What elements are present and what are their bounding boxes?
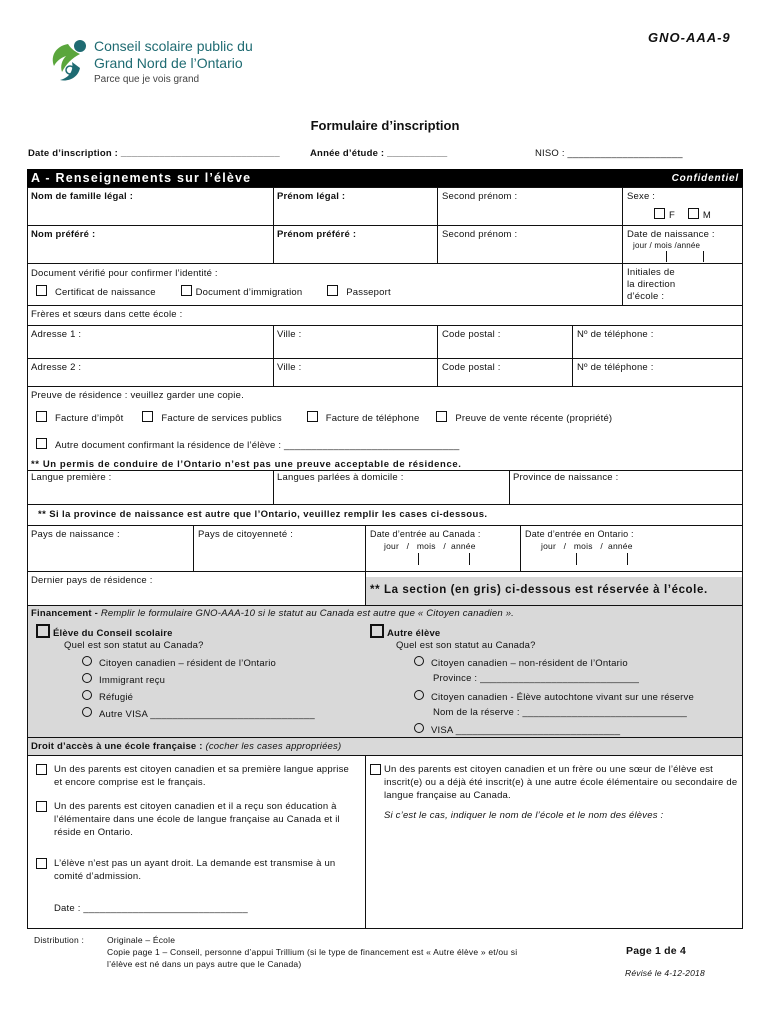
birth-province-label: Province de naissance : (513, 472, 619, 483)
legal-first-name-label: Prénom légal : (277, 191, 346, 202)
rights-r2-text: Si c’est le cas, indiquer le nom de l’école et le nom des élèves : (384, 810, 664, 821)
outside-ontario-note: ** Si la province de naissance est autre que l’Ontario, veuillez remplir les cases ci-dessous. (38, 509, 488, 520)
rights-l3-checkbox[interactable] (36, 858, 47, 869)
identity-label: Document vérifié pour confirmer l’identité : (31, 268, 218, 279)
rights-l2-checkbox[interactable] (36, 801, 47, 812)
other-residence-doc (36, 438, 460, 451)
funding-instruction: Remplir le formulaire GNO-AAA-10 si le statut au Canada est autre que « Citoyen canadien ». (100, 608, 515, 619)
postal2-label: Code postal : (442, 362, 501, 373)
rights-header (31, 741, 341, 752)
birth-certificate-label: Certificat de naissance (55, 287, 156, 298)
reserve-name-field[interactable]: Nom de la réserve : ______________________________ (433, 707, 688, 718)
logo-icon (46, 36, 90, 84)
other-doc-label: Autre document confirmant la résidence de l’élève : ________________________________ (55, 440, 460, 451)
entry-ontario-label: Date d’entrée en Ontario : (525, 529, 634, 539)
board-student-label: Élève du Conseil scolaire (53, 628, 173, 639)
section-a-header (27, 169, 743, 187)
city2-label: Ville : (277, 362, 302, 373)
footer-line1: Originale – École (107, 935, 176, 945)
radio-canadian-resident[interactable] (82, 656, 92, 666)
rights-left-2 (36, 800, 358, 839)
logo-tagline: Parce que je vois grand (94, 74, 200, 85)
phone-bill-label: Facture de téléphone (325, 413, 420, 424)
phone-bill-checkbox[interactable] (307, 411, 318, 422)
radio-immigrant[interactable] (82, 673, 92, 683)
right-opt-3-label: VISA ______________________________ (431, 725, 621, 736)
postal1-label: Code postal : (442, 329, 501, 340)
siblings-label: Frères et sœurs dans cette école : (31, 309, 183, 320)
sex-m-label: M (702, 210, 711, 221)
phone2-label: Nº de téléphone : (577, 362, 654, 373)
birth-certificate-checkbox[interactable] (36, 285, 47, 296)
immigration-doc-checkbox[interactable] (181, 285, 192, 296)
page-number: Page 1 de 4 (626, 945, 686, 957)
right-opt-1-label: Citoyen canadien – non-résident de l’Ontario (431, 658, 628, 669)
sale-proof-checkbox[interactable] (436, 411, 447, 422)
left-opt-1 (82, 656, 276, 669)
funding-label: Financement - (31, 608, 98, 619)
logo-line2: Grand Nord de l’Ontario (94, 55, 243, 71)
rights-r1-checkbox[interactable] (370, 764, 381, 775)
city1-label: Ville : (277, 329, 302, 340)
principal-initials-2: la direction (627, 279, 676, 290)
utility-bill-checkbox[interactable] (142, 411, 153, 422)
funding-header (31, 608, 514, 619)
right-opt-3 (414, 723, 620, 736)
sex-options (654, 208, 711, 221)
phone1-label: Nº de téléphone : (577, 329, 654, 340)
left-opt-3 (82, 690, 133, 703)
second-name-label-2: Second prénom : (442, 229, 518, 240)
grade-field[interactable]: Année d’étude : ___________ (310, 148, 448, 159)
rights-left-3 (36, 857, 358, 883)
dob-label: Date de naissance : (627, 229, 715, 240)
left-opt-4-label: Autre VISA ______________________________ (99, 709, 315, 720)
immigration-doc-label: Document d’immigration (195, 287, 303, 298)
footer-line2: Copie page 1 – Conseil, personne d’appui Trillium (si le type de financement est « Autre élève » et/ou si (107, 947, 518, 957)
radio-refugee[interactable] (82, 690, 92, 700)
left-status-question: Quel est son statut au Canada? (64, 640, 204, 651)
rights-r1-text: Un des parents est citoyen canadien et un frère ou une sœur de l’élève est inscrit(e) ou a déjà été inscrit(e) à une autre école élémentaire ou secondaire de langue française au Canada. (384, 764, 738, 801)
right-province-field[interactable]: Province : _____________________________ (433, 673, 640, 684)
sex-label: Sexe : (627, 191, 656, 202)
radio-non-resident[interactable] (414, 656, 424, 666)
left-opt-2 (82, 673, 165, 686)
niso-field[interactable]: NISO : _____________________ (535, 148, 683, 159)
rights-left-1 (36, 763, 358, 789)
sex-f-label: F (669, 210, 676, 221)
entry-canada-units: jour / mois / année (384, 541, 476, 551)
board-student-checkbox[interactable] (36, 624, 50, 638)
distribution-label: Distribution : (34, 935, 85, 945)
residence-options (36, 411, 612, 424)
dob-units: jour / mois /année (633, 241, 701, 250)
tax-bill-label: Facture d’impôt (55, 413, 124, 424)
left-opt-2-label: Immigrant reçu (99, 675, 166, 686)
form-code: GNO-AAA-9 (648, 30, 731, 45)
passport-checkbox[interactable] (327, 285, 338, 296)
left-opt-3-label: Réfugié (99, 692, 134, 703)
rights-date-field[interactable]: Date : ______________________________ (54, 903, 248, 914)
confidential-label: Confidentiel (671, 173, 739, 184)
form-title: Formulaire d’inscription (310, 118, 460, 133)
sex-m-checkbox[interactable] (688, 208, 699, 219)
other-student-checkbox[interactable] (370, 624, 384, 638)
rights-l1-text: Un des parents est citoyen canadien et sa première langue apprise et encore comprise est le français. (54, 764, 350, 788)
right-opt-1 (414, 656, 628, 669)
license-note: ** Un permis de conduire de l’Ontario n’est pas une preuve acceptable de résidence. (31, 459, 462, 470)
entry-ontario-units: jour / mois / année (541, 541, 633, 551)
logo-line1: Conseil scolaire public du (94, 38, 253, 54)
radio-other-visa[interactable] (82, 707, 92, 717)
address1-label: Adresse 1 : (31, 329, 82, 340)
second-name-label: Second prénom : (442, 191, 518, 202)
first-language-label: Langue première : (31, 472, 112, 483)
utility-bill-label: Facture de services publics (161, 413, 282, 424)
rights-l1-checkbox[interactable] (36, 764, 47, 775)
radio-visa[interactable] (414, 723, 424, 733)
section-a-title: A - Renseignements sur l’élève (31, 171, 252, 185)
other-student-label: Autre élève (387, 628, 441, 639)
right-opt-2 (414, 690, 694, 703)
rights-label: Droit d’accès à une école française : (31, 741, 203, 752)
last-country-label: Dernier pays de résidence : (31, 575, 153, 586)
sale-proof-label: Preuve de vente récente (propriété) (455, 413, 613, 424)
right-status-question: Quel est son statut au Canada? (396, 640, 536, 651)
rights-l2-text: Un des parents est citoyen canadien et il a reçu son éducation à l’élémentaire dans une école de langue française au Canada et il réside en Ontario. (54, 801, 340, 838)
registration-date-field[interactable]: Date d’inscription : _____________________________ (28, 148, 280, 159)
principal-initials-3: d’école : (627, 291, 665, 302)
identity-options (36, 285, 391, 298)
preferred-first-label: Prénom préféré : (277, 229, 357, 240)
home-languages-label: Langues parlées à domicile : (277, 472, 404, 483)
radio-aboriginal-reserve[interactable] (414, 690, 424, 700)
rights-instruction: (cocher les cases appropriées) (205, 741, 342, 752)
residence-label: Preuve de résidence : veuillez garder une copie. (31, 390, 244, 401)
preferred-name-label: Nom préféré : (31, 229, 96, 240)
sex-f-checkbox[interactable] (654, 208, 665, 219)
other-student-option (370, 624, 440, 639)
left-opt-1-label: Citoyen canadien – résident de l’Ontario (99, 658, 276, 669)
footer-line3: l’élève est né dans un pays autre que le Canada) (107, 959, 302, 969)
address2-label: Adresse 2 : (31, 362, 82, 373)
tax-bill-checkbox[interactable] (36, 411, 47, 422)
rights-l3-text: L’élève n’est pas un ayant droit. La demande est transmise à un comité d’admission. (54, 858, 336, 882)
principal-initials-1: Initiales de (627, 267, 675, 278)
school-only-note: ** La section (en gris) ci-dessous est réservée à l’école. (370, 584, 708, 596)
rights-right-1 (370, 763, 738, 802)
passport-label: Passeport (346, 287, 391, 298)
right-opt-2-label: Citoyen canadien - Élève autochtone vivant sur une réserve (431, 692, 694, 703)
birth-country-label: Pays de naissance : (31, 529, 120, 540)
logo (46, 36, 266, 96)
citizenship-label: Pays de citoyenneté : (198, 529, 294, 540)
legal-last-name-label: Nom de famille légal : (31, 191, 134, 202)
revised-date: Révisé le 4-12-2018 (625, 968, 705, 978)
other-doc-checkbox[interactable] (36, 438, 47, 449)
left-opt-4 (82, 707, 315, 720)
board-student-option (36, 624, 173, 639)
entry-canada-label: Date d’entrée au Canada : (370, 529, 481, 539)
